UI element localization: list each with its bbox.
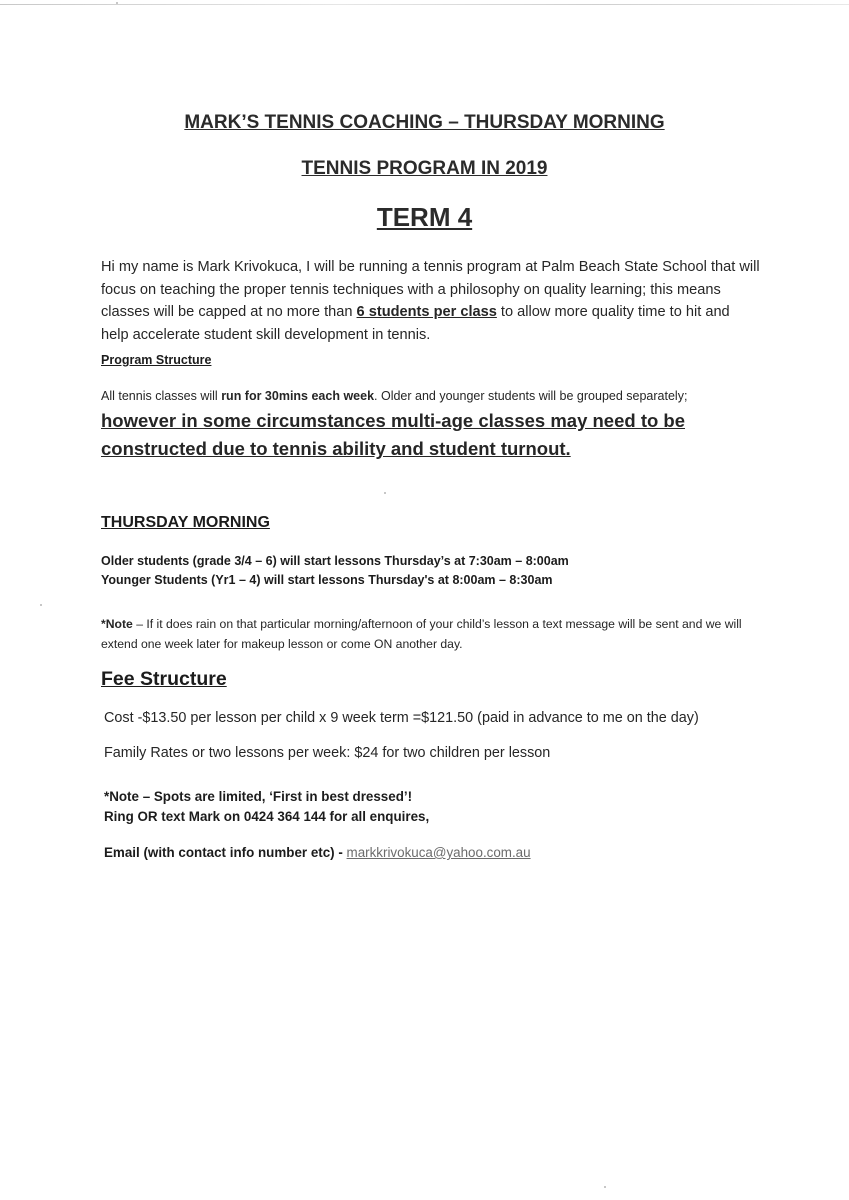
scan-speck [40, 604, 42, 606]
class-size-emphasis: 6 students per class [356, 304, 497, 320]
phone-line: Ring OR text Mark on 0424 364 144 for all enquires, [104, 809, 430, 824]
email-line [104, 845, 531, 860]
younger-students-time: Younger Students (Yr1 – 4) will start lessons Thursday's at 8:00am – 8:30am [101, 573, 553, 587]
email-link[interactable]: markkrivokuca@yahoo.com.au [346, 845, 531, 860]
scan-speck [604, 1186, 606, 1188]
page-subtitle: TENNIS PROGRAM IN 2019 [301, 158, 548, 179]
multi-age-emphasis: however in some circumstances multi-age classes may need to be constructed due to tennis ability and student turnout. [101, 410, 686, 459]
family-rates-line: Family Rates or two lessons per week: $24 for two children per lesson [104, 745, 551, 761]
spots-note: *Note – Spots are limited, ‘First in best dressed’! [104, 789, 413, 804]
term-heading: TERM 4 [376, 202, 473, 232]
fee-structure-heading: Fee Structure [101, 668, 227, 690]
intro-text: Hi my name is Mark Krivokuca, I will be running a tennis program at Palm Beach State School that will focus on teaching the proper tennis techniques with a philosophy on quality learning; this means classes will be capped at no more than [101, 259, 760, 320]
structure-text-mid: . Older and younger students will be grouped separately; [374, 389, 688, 403]
program-structure-heading: Program Structure [101, 353, 212, 367]
schedule-block [101, 552, 569, 590]
intro-text-end: to allow more quality time to hit and help accelerate student skill development in tennis. [101, 304, 730, 343]
structure-text: All tennis classes will [101, 389, 222, 403]
thursday-heading: THURSDAY MORNING [101, 514, 270, 531]
page-title: MARK’S TENNIS COACHING – THURSDAY MORNING [184, 112, 665, 133]
scan-edge-line [0, 4, 849, 5]
cost-line: Cost -$13.50 per lesson per child x 9 week term =$121.50 (paid in advance to me on the day) [104, 710, 699, 726]
note-text: – If it does rain on that particular morning/afternoon of your child’s lesson a text message will be sent and we will extend one week later for makeup lesson or come ON another day. [101, 617, 742, 651]
structure-duration: run for 30mins each week [221, 389, 375, 403]
intro-paragraph [101, 256, 761, 346]
contact-block [104, 787, 429, 827]
rain-note [101, 614, 761, 654]
older-students-time: Older students (grade 3/4 – 6) will start lessons Thursday’s at 7:30am – 8:00am [101, 554, 569, 568]
program-structure-paragraph [101, 385, 761, 463]
note-label: *Note [101, 617, 133, 631]
scan-speck [384, 492, 386, 494]
scan-speck [116, 2, 118, 4]
email-label: Email (with contact info number etc) - [104, 845, 347, 860]
